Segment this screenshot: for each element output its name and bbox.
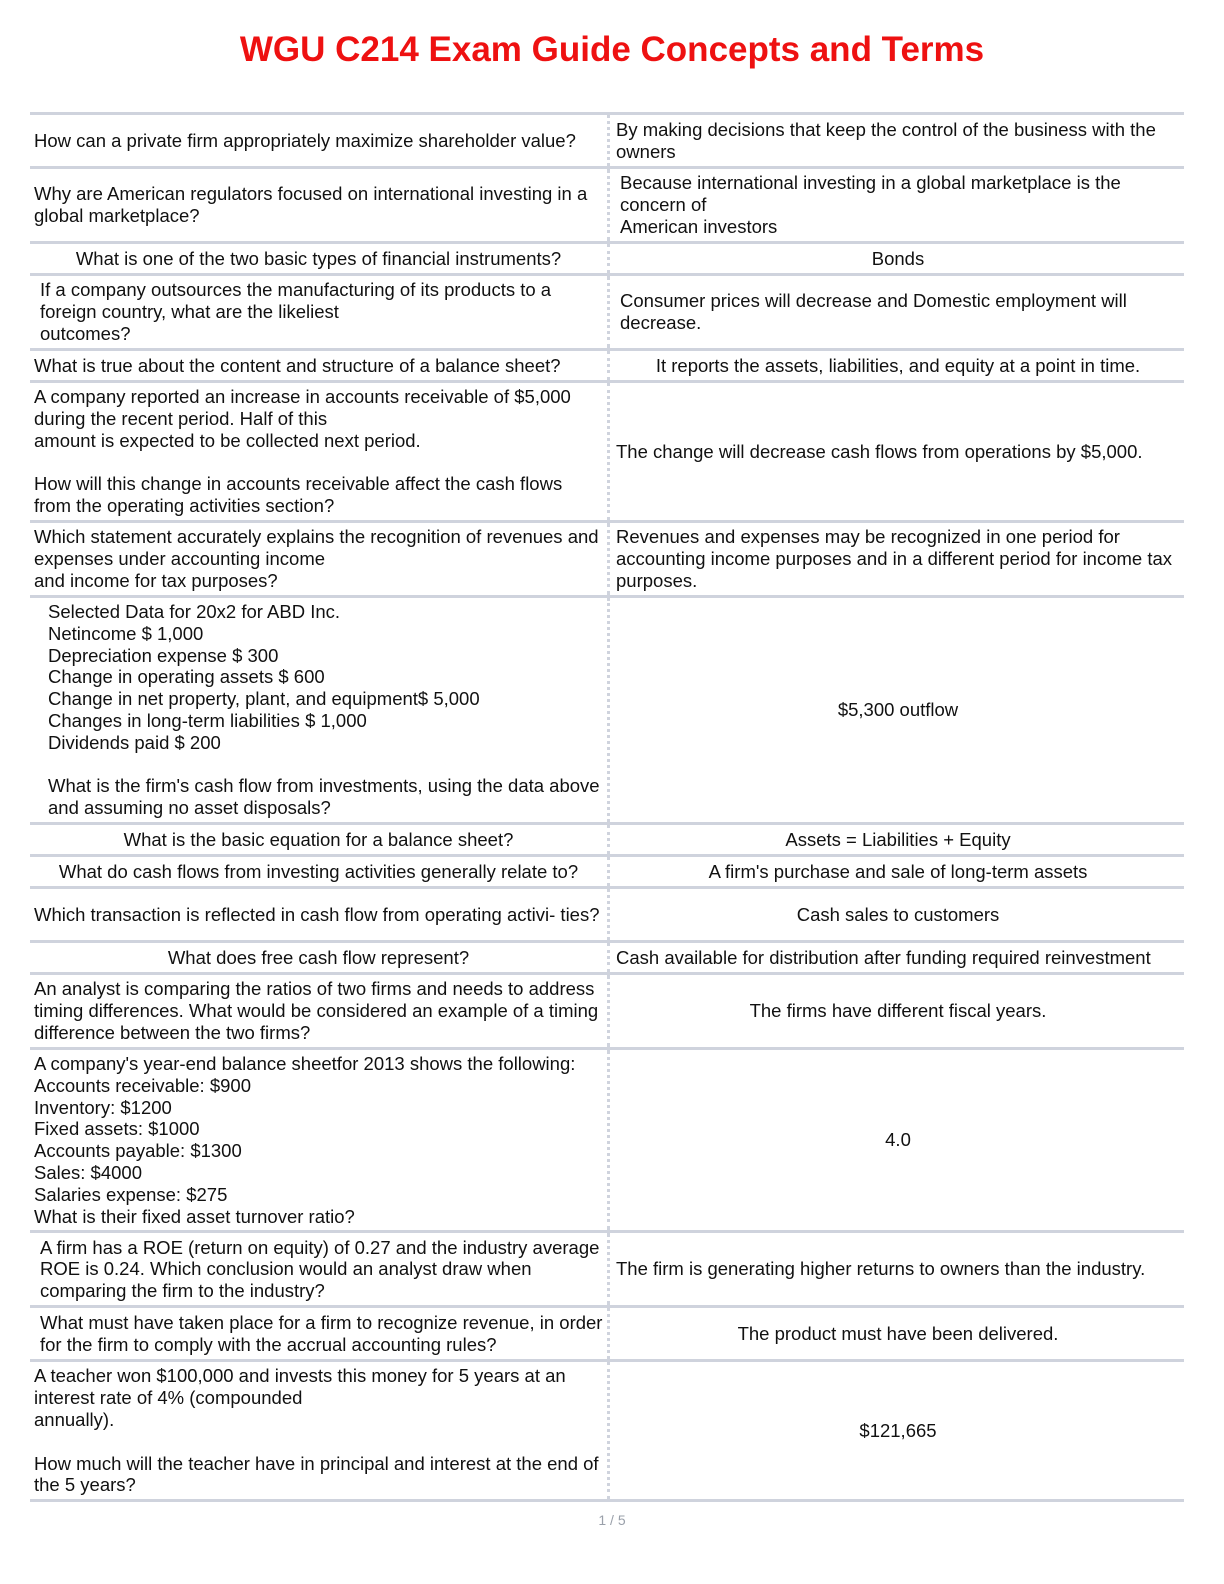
question-cell: Why are American regulators focused on international investing in a global marketplace?: [30, 168, 609, 243]
question-cell: If a company outsources the manufacturing of its products to a foreign country, what are the likeliest outcomes?: [30, 275, 609, 350]
question-cell: What does free cash flow represent?: [30, 942, 609, 974]
table-row: [30, 275, 1184, 350]
table-row: [30, 114, 1184, 168]
table-row: [30, 1232, 1184, 1307]
table-row: [30, 522, 1184, 597]
question-cell: A firm has a ROE (return on equity) of 0.27 and the industry average ROE is 0.24. Which conclusion would an analyst draw when comparing the firm to the industry?: [30, 1232, 609, 1307]
question-cell: Which transaction is reflected in cash flow from operating activi- ties?: [30, 888, 609, 942]
question-cell: What is the basic equation for a balance sheet?: [30, 824, 609, 856]
answer-cell: Bonds: [609, 243, 1185, 275]
page-number: 1 / 5: [598, 1512, 626, 1528]
qa-table: [30, 112, 1184, 1502]
table-row: [30, 1361, 1184, 1501]
question-cell: An analyst is comparing the ratios of two firms and needs to address timing differences. What would be considered an example of a timing difference between the two firms?: [30, 974, 609, 1049]
answer-cell: Consumer prices will decrease and Domestic employment will decrease.: [609, 275, 1185, 350]
answer-cell: A firm's purchase and sale of long-term assets: [609, 856, 1185, 888]
question-cell: A teacher won $100,000 and invests this money for 5 years at an interest rate of 4% (compounded annually). How much will the teacher have in principal and interest at the end of the 5 years?: [30, 1361, 609, 1501]
answer-cell: It reports the assets, liabilities, and equity at a point in time.: [609, 350, 1185, 382]
answer-cell: 4.0: [609, 1049, 1185, 1232]
table-row: [30, 888, 1184, 942]
table-row: [30, 168, 1184, 243]
table-row: [30, 382, 1184, 522]
table-row: [30, 1049, 1184, 1232]
answer-cell: Revenues and expenses may be recognized in one period for accounting income purposes and in a different period for income tax purposes.: [609, 522, 1185, 597]
answer-cell: Cash sales to customers: [609, 888, 1185, 942]
question-cell: What must have taken place for a firm to recognize revenue, in order for the firm to comply with the accrual accounting rules?: [30, 1307, 609, 1361]
question-cell: What do cash flows from investing activities generally relate to?: [30, 856, 609, 888]
question-cell: Which statement accurately explains the recognition of revenues and expenses under accounting income and income for tax purposes?: [30, 522, 609, 597]
answer-cell: By making decisions that keep the control of the business with the owners: [609, 114, 1185, 168]
answer-cell: The change will decrease cash flows from operations by $5,000.: [609, 382, 1185, 522]
answer-cell: Cash available for distribution after funding required reinvestment: [609, 942, 1185, 974]
question-cell: A company reported an increase in accounts receivable of $5,000 during the recent period. Half of this amount is expected to be collected next period. How will this change in accounts receivable affect the cash flows from the operating activities section?: [30, 382, 609, 522]
answer-cell: $5,300 outflow: [609, 597, 1185, 824]
answer-cell: Because international investing in a global marketplace is the concern of American investors: [609, 168, 1185, 243]
question-cell: What is true about the content and structure of a balance sheet?: [30, 350, 609, 382]
answer-cell: $121,665: [609, 1361, 1185, 1501]
answer-cell: The firm is generating higher returns to owners than the industry.: [609, 1232, 1185, 1307]
table-row: [30, 824, 1184, 856]
question-cell: Selected Data for 20x2 for ABD Inc. Netincome $ 1,000 Depreciation expense $ 300 Change in operating assets $ 600 Change in net property, plant, and equipment$ 5,000 Changes in long-term liabilities $ 1,000 Dividends paid $ 200 What is the firm's cash flow from investments, using the data above and assuming no asset disposals?: [30, 597, 609, 824]
table-row: [30, 974, 1184, 1049]
table-row: [30, 350, 1184, 382]
question-cell: How can a private firm appropriately maximize shareholder value?: [30, 114, 609, 168]
answer-cell: Assets = Liabilities + Equity: [609, 824, 1185, 856]
page-title: WGU C214 Exam Guide Concepts and Terms: [239, 30, 985, 69]
table-row: [30, 1307, 1184, 1361]
question-cell: A company's year-end balance sheetfor 2013 shows the following: Accounts receivable: $900 Inventory: $1200 Fixed assets: $1000 Accounts payable: $1300 Sales: $4000 Salaries expense: $275 What is their fixed asset turnover ratio?: [30, 1049, 609, 1232]
question-cell: What is one of the two basic types of financial instruments?: [30, 243, 609, 275]
table-row: [30, 856, 1184, 888]
table-row: [30, 597, 1184, 824]
table-row: [30, 243, 1184, 275]
answer-cell: The firms have different fiscal years.: [609, 974, 1185, 1049]
table-row: [30, 942, 1184, 974]
answer-cell: The product must have been delivered.: [609, 1307, 1185, 1361]
